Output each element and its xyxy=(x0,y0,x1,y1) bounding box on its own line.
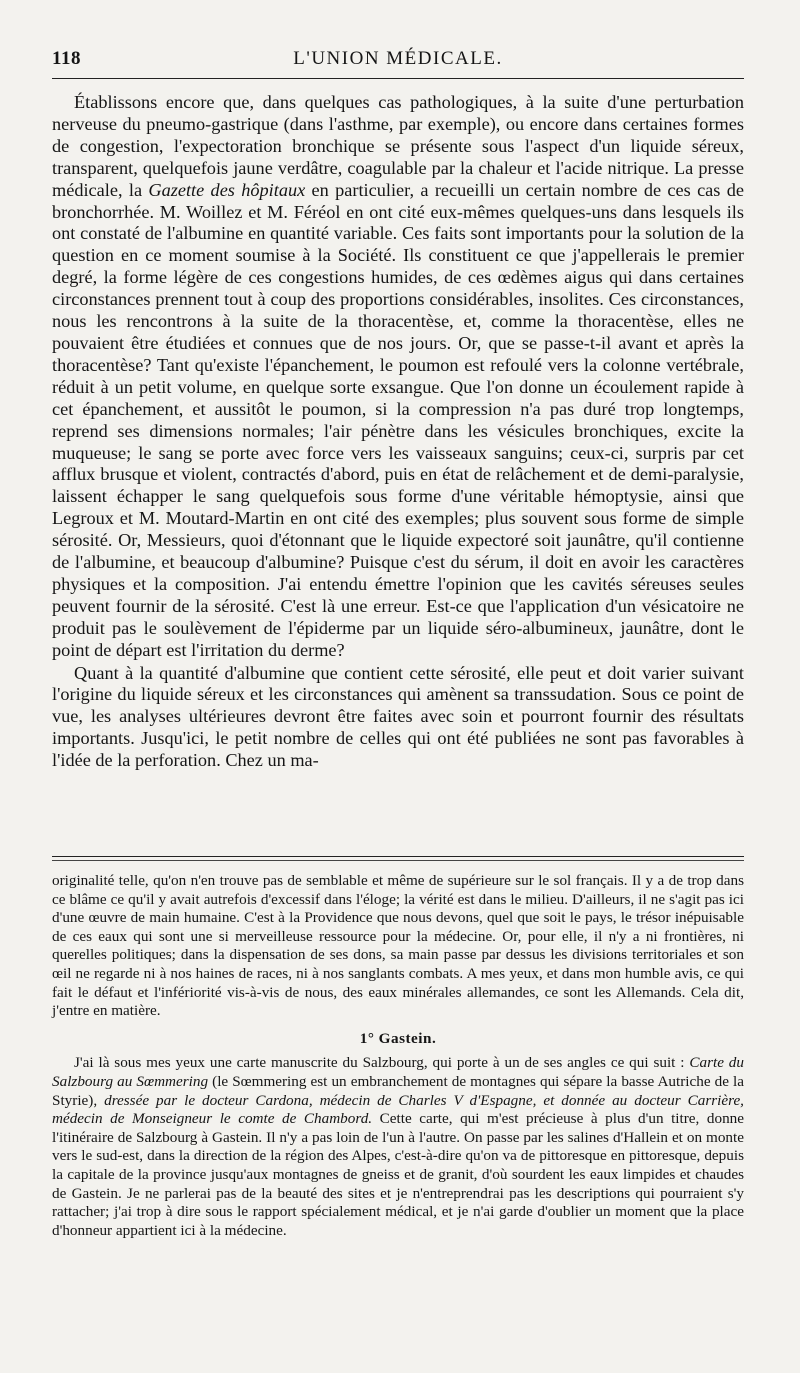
footnote-section xyxy=(52,872,744,1240)
running-head xyxy=(52,46,744,79)
map-attribution: dressée par le docteur Cardona, médecin de Charles V d'Espagne, et donnée au docteur Carrière, médecin de Monseigneur le comte de Chambord. xyxy=(52,1091,744,1128)
footnote-divider-secondary xyxy=(52,860,744,861)
map-title: Carte du Salzbourg au Sœmmering xyxy=(52,1054,744,1090)
footnote-divider xyxy=(52,856,744,857)
footnote-subheading: 1° Gastein. xyxy=(359,1029,437,1047)
article-paragraph-1 xyxy=(52,92,744,662)
article-paragraph-2: Quant à la quantité d'albumine que contient cette sérosité, elle peut et doit varier suivant l'origine du liquide séreux et les circonstances qui amènent sa transsudation. Sous ce point de vue, les analyses ultérieures devront être faites avec soin et pourront fournir des résultats importants. Jusqu'ici, le petit nombre de celles qui ont été publiées ne sont pas favorables à l'idée de la perforation. Chez un ma- xyxy=(52,662,744,771)
paragraph-1-text-b: en particulier, a recueilli un certain nombre de ces cas de bronchorrhée. M. Woillez et M. Féréol en ont cité eux-mêmes quelques-uns dans lesquels ils ont constaté de l'albumine en quantité variable. Ces faits sont importants pour la solution de la question en ce moment soumise à la Société. Ils constituent ce que j'appellerais le premier degré, la forme légère de ces congestions humides, de ces œdèmes aigus qui dans certaines circonstances prennent tout à coup des proportions considérables, insolites. Ces circonstances, nous les rencontrons à la suite de la thoracentèse, et, comme la thoracentèse, elles ne pouvaient être étudiées et connues que de nos jours. Or, que se passe-t-il avant et après la thoracentèse? Tant qu'existe l'épanchement, le poumon est refoulé vers la colonne vertébrale, réduit à un petit volume, en quelque sorte exsangue. Que l'on donne un écoulement rapide à cet épanchement, et aussitôt le poumon, si la compression n'a pas duré trop longtemps, reprend ses dimensions normales; l'air pénètre dans les vésicules bronchiques, excite la muqueuse; le sang se porte avec force vers les vaisseaux sanguins; ceux-ci, surpris par cet afflux brusque et violent, contractés d'abord, puis en état de relâchement et de demi-paralysie, laissent échapper le sang quelquefois sous forme d'une véritable hémoptysie, ainsi que Legroux et M. Moutard-Martin en ont cité des exemples; plus souvent sous forme de simple sérosité. Or, Messieurs, quoi d'étonnant que le liquide expectoré soit jaunâtre, qu'il contienne de l'albumine, et beaucoup d'albumine? Puisque c'est du sérum, il doit en avoir les caractères physiques et la composition. J'ai entendu émettre l'opinion que les cavités séreuses seules peuvent fournir de la sérosité. C'est là une erreur. Est-ce que l'application d'un vésicatoire ne produit pas le soulèvement de l'épiderme par un liquide séro-albumineux, jaunâtre, dont le point de départ est l'irritation du derme? xyxy=(52,179,744,660)
footnote-2-text-b: (le Sœmmering est un embranchement de montagnes qui sépare la basse Autriche de la Styrie), xyxy=(52,1072,744,1109)
page-number: 118 xyxy=(52,48,81,69)
main-article-text xyxy=(52,92,744,772)
paragraph-1-text-a: Établissons encore que, dans quelques cas pathologiques, à la suite d'une perturbation nerveuse du pneumo-gastrique (dans l'asthme, par exemple), ou encore dans certaines formes de congestion, l'expectoration bronchique se présente sous l'aspect d'un liquide séreux, transparent, quelquefois jaune verdâtre, coagulable par la chaleur et l'acide nitrique. La presse médicale, la xyxy=(52,92,744,200)
footnote-2-text-a: J'ai là sous mes yeux une carte manuscrite du Salzbourg, qui porte à un de ses angles ce qui suit : xyxy=(74,1054,690,1072)
gazette-des-hopitaux-title: Gazette des hôpitaux xyxy=(148,179,306,200)
footnote-2-text-c: Cette carte, qui m'est précieuse à plus d'un titre, donne l'itinéraire de Salzbourg à Gastein. Il n'y a pas loin de l'un à l'autre. On passe par les salines d'Hallein et on monte vers le sud-est, dans la direction de la région des Alpes, c'est-à-dire qu'on va de pittoresque en pittoresque, depuis la capitale de la province jusqu'aux montagnes de gneiss et de granit, d'où sourdent les eaux limpides et chaudes de Gastein. Je ne parlerai pas de la beauté des sites et je n'entreprendrai pas les descriptions qui pourraient s'y rattacher; j'ai trop à dire sous le rapport spécialement médical, et je n'ai garde d'oublier un moment que la place d'honneur appartient ici à la médecine. xyxy=(52,1110,744,1239)
footnote-paragraph-1: originalité telle, qu'on n'en trouve pas de semblable et même de supérieure sur le sol français. Il y a de trop dans ce blâme ce qu'il y avait autrefois d'excessif dans l'éloge; la vérité est dans le milieu. D'ailleurs, il ne s'agit pas ici d'une œuvre de main humaine. C'est à la Providence que nous devons, quel que soit le pays, le trésor inépuisable de ces eaux qui sont une si merveilleuse ressource pour la médecine. Or, pour elle, il n'y a ni frontières, ni querelles politiques; dans la dispensation de ses dons, sa main passe par dessus les divisions territoriales et son œil ne regarde ni à nos haines de races, ni à nos sanglants combats. A mes yeux, et dans mon humble avis, ce qui fait le défaut et l'infériorité vis-à-vis de nous, des eaux minérales allemandes, ce sont les Allemands. Cela dit, j'entre en matière. xyxy=(52,872,744,1020)
journal-title: L'UNION MÉDICALE. xyxy=(293,48,503,69)
footnote-paragraph-2 xyxy=(52,1054,744,1240)
